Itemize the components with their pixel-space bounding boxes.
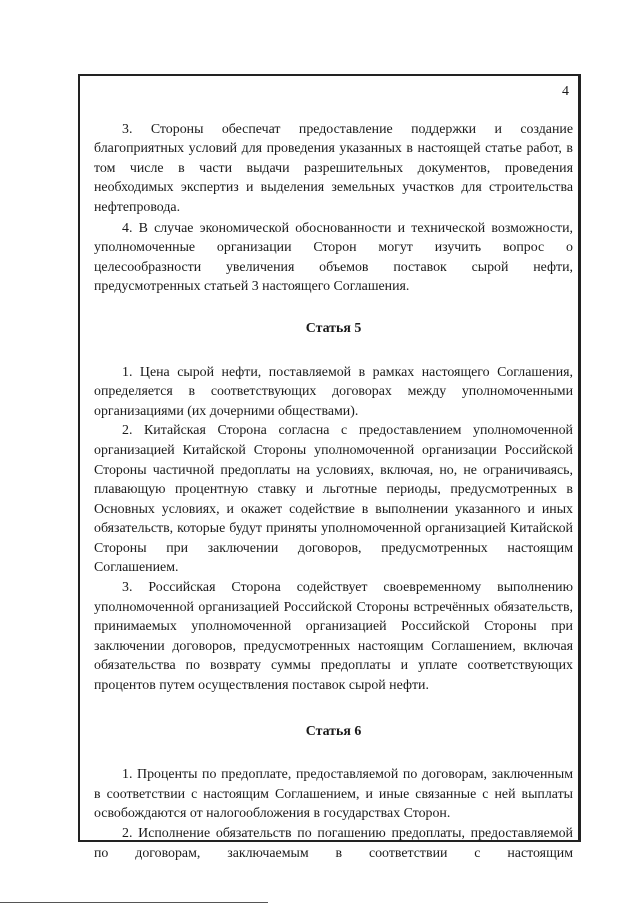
document-body xyxy=(94,82,573,863)
article-6-title: Статья 6 xyxy=(305,723,362,739)
article-6-paragraph-1: 1. Проценты по предоплате, предоставляемой по договорам, заключенным в соответствии с настоящим Соглашением, и иные связанные с ней выплаты освобождаются от налогообложения в государствах Сторон. xyxy=(94,767,573,822)
paragraph-4: 4. В случае экономической обоснованности и технической возможности, уполномоченные организации Сторон могут изучить вопрос о целесообразности увеличения объемов поставок сырой нефти, предусмотренных статьей 3 настоящего Соглашения. xyxy=(94,220,573,295)
article-5-paragraph-1: 1. Цена сырой нефти, поставляемой в рамках настоящего Соглашения, определяется в соответствующих договорах между уполномоченными организациями (их дочерними обществами). xyxy=(94,364,573,419)
article-6-paragraph-2: 2. Исполнение обязательств по погашению предоплаты, предоставляемой по договорам, заключаемым в соответствии с настоящим xyxy=(94,826,573,861)
paragraph-3: 3. Стороны обеспечат предоставление поддержки и создание благоприятных условий для проведения указанных в настоящей статье работ, в том числе в части выдачи разрешительных документов, проведения необходимых экспертиз и выделения земельных участков для строительства нефтепровода. xyxy=(94,121,573,215)
page-number: 4 xyxy=(562,84,569,99)
bottom-divider xyxy=(0,902,268,903)
article-5-paragraph-2: 2. Китайская Сторона согласна с предоставлением уполномоченной организацией Китайской Стороны уполномоченной организации Российской Стороны частичной предоплаты на условиях, включая, но, не ограничиваясь, плавающую процентную ставку и льготные периоды, предусмотренных в Основных условиях, и окажет содействие в выполнении указанного и иных обязательств, которые будут приняты уполномоченной организацией Китайской Стороны при заключении договоров, предусмотренных настоящим Соглашением. xyxy=(94,423,573,576)
article-5-title: Статья 5 xyxy=(305,320,362,336)
article-5-paragraph-3: 3. Российская Сторона содействует своевременному выполнению уполномоченной организацией Российской Стороны встречённых обязательств, принимаемых уполномоченной организацией Российской Стороны при заключении договоров, предусмотренных настоящим Соглашением, включая обязательства по возврату суммы предоплаты и уплате соответствующих процентов путем осуществления поставок сырой нефти. xyxy=(94,580,573,694)
